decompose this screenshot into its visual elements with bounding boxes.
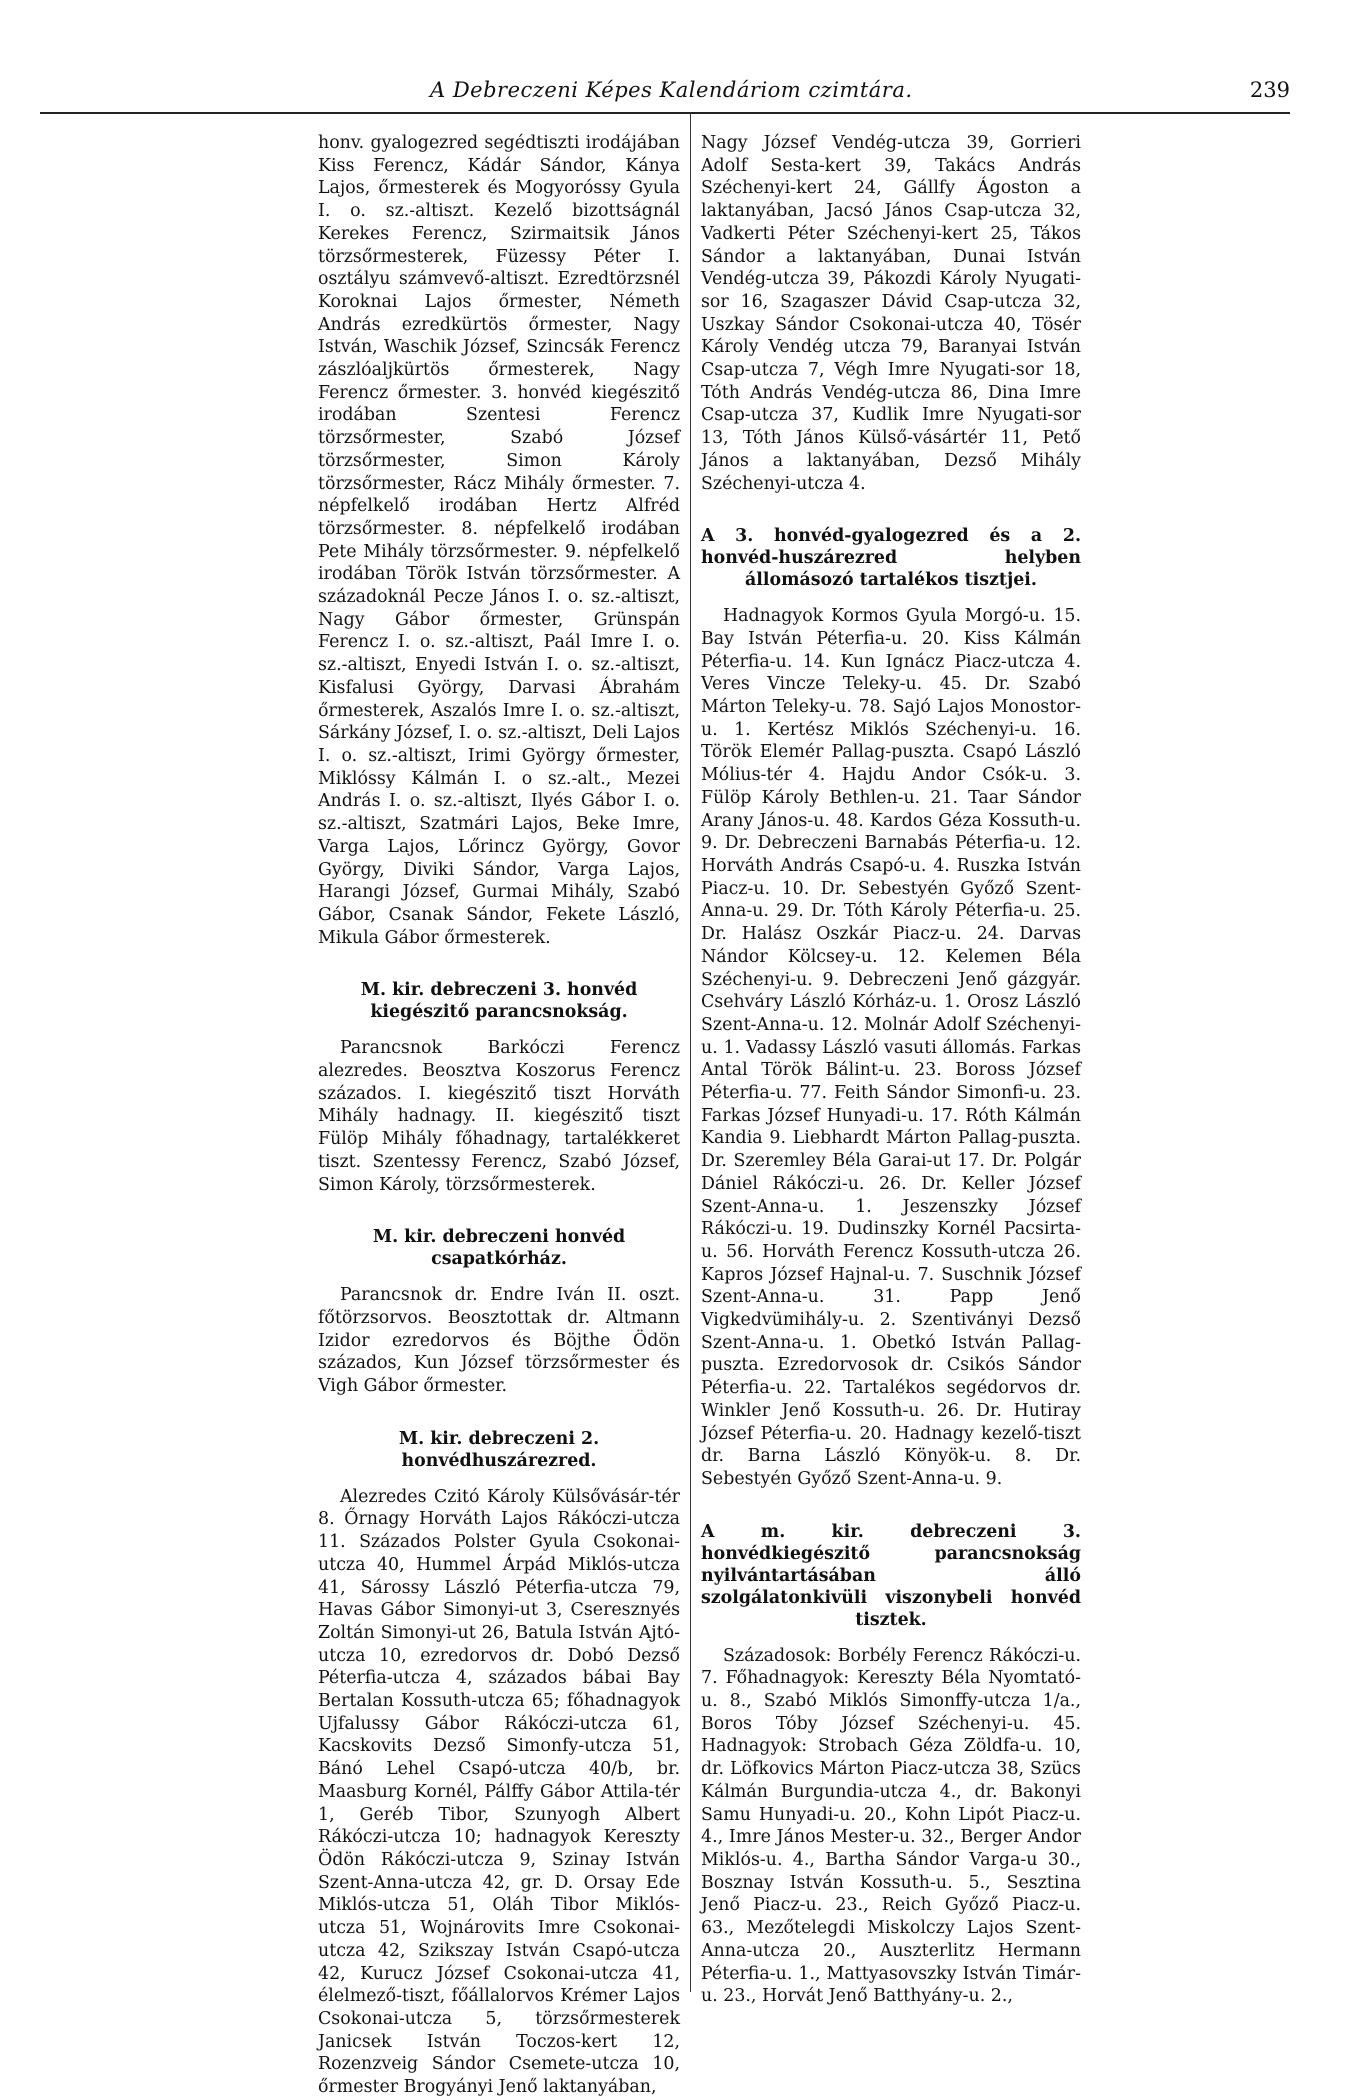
section-heading-csapatkorhaz: M. kir. debreczeni honvéd csapatkórház. [372,1227,626,1270]
paragraph-szolgalatonkivuli: Századosok: Borbély Ferencz Rákóczi-u. 7. Főhadnagyok: Kereszty Béla Nyomtató-u. 8., Szabó Miklós Simonffy-utcza 1/a., Boros Tóby József Széchenyi-u. 45. Hadnagyok: Strobach Géza Zöldfa-u. 10, dr. Löfkovics Márton Piacz-utcza 38, Szücs Kálmán Burgundia-utcza 4., dr. Bakonyi Samu Hunyadi-u. 20., Kohn Lipót Piacz-u. 4., Imre János Mester-u. 32., Berger Andor Miklós-u. 4., Bartha Sándor Varga-u 30., Bosznay István Kossuth-u. 5., Sesztina Jenő Piacz-u. 23., Reich Győző Piacz-u. 63., Mezőtelegdi Miskolczy Lajos Szent-Anna-utcza 20., Auszterlitz Hermann Péterfia-u. 1., Mattyasovszky István Timár-u. 23., Horvát Jenő Batthyány-u. 2., [701,1645,1081,2007]
section-heading-kiegeszito-parancsnoksag: M. kir. debreczeni 3. honvéd kiegészitő parancsnokság. [360,980,638,1023]
section-heading-tartalekos-tisztek: A 3. honvéd-gyalogezred és a 2. honvéd-huszárezred helyben állomásozó tartalékos tisztjei. [701,526,1081,591]
column-divider [690,112,691,1992]
section-heading-szolgalatonkivuli: A m. kir. debreczeni 3. honvédkiegészitő parancsnokság nyilvántartásában álló szolgálatonkivüli viszonybeli honvéd tisztek. [701,1521,1081,1630]
paragraph-csapatkorhaz: Parancsnok dr. Endre Iván II. oszt. főtörzsorvos. Beosztottak dr. Altmann Izidor ezredorvos és Böjthe Ödön százados, Kun József törzsőrmester és Vigh Gábor őrmester. [318,1285,680,1397]
paragraph-tartalekos-tisztek: Hadnagyok Kormos Gyula Morgó-u. 15. Bay István Péterfia-u. 20. Kiss Kálmán Péterfia-u. 14. Kun Ignácz Piacz-utcza 4. Veres Vincze Teleky-u. 45. Dr. Szabó Márton Teleky-u. 78. Sajó Lajos Monostor-u. 1. Kertész Miklós Széchenyi-u. 16. Török Elemér Pallag-puszta. Csapó László Mólius-tér 4. Hajdu Andor Csók-u. 3. Fülöp Károly Bethlen-u. 21. Taar Sándor Arany János-u. 48. Kardos Géza Kossuth-u. 9. Dr. Debreczeni Barnabás Péterfia-u. 12. Horváth András Csapó-u. 4. Ruszka István Piacz-u. 10. Dr. Sebestyén Győző Szent-Anna-u. 29. Dr. Tóth Károly Péterfia-u. 25. Dr. Halász Oszkár Piacz-u. 24. Darvas Nándor Kölcsey-u. 12. Kelemen Béla Széchenyi-u. 9. Debreczeni Jenő gázgyár. Csehváry László Kórház-u. 1. Orosz László Szent-Anna-u. 12. Molnár Adolf Széchenyi-u. 1. Vadassy László vasuti állomás. Farkas Antal Török Bálint-u. 23. Boross József Péterfia-u. 77. Feith Sándor Simonfi-u. 23. Farkas József Hunyadi-u. 17. Róth Kálmán Kandia 9. Liebhardt Márton Pallag-puszta. Dr. Szeremley Béla Garai-ut 17. Dr. Polgár Dániel Rákóczi-u. 26. Dr. Keller József Szent-Anna-u. 1. Jeszenszky József Rákóczi-u. 19. Dudinszky Kornél Pacsirta-u. 56. Horváth Ferencz Kossuth-utcza 26. Kapros József Hajnal-u. 7. Suschnik József Szent-Anna-u. 31. Papp Jenő Vigkedvümihály-u. 2. Szentiványi Dezső Szent-Anna-u. 1. Obetkó István Pallag-puszta. Ezredorvosok dr. Csikós Sándor Péterfia-u. 22. Tartalékos segédorvos dr. Winkler Jenő Kossuth-u. 26. Dr. Hutiray József Péterfia-u. 20. Hadnagy kezelő-tiszt dr. Barna László Könyök-u. 8. Dr. Sebestyén Győző Szent-Anna-u. 9. [701,606,1081,1489]
page-header [40,70,1290,110]
paragraph-huszarezred: Alezredes Czitó Károly Külsővásár-tér 8. Őrnagy Horváth Lajos Rákóczi-utcza 11. Százados Polster Gyula Csokonai-utcza 40, Hummel Árpád Miklós-utcza 41, Sárossy László Péterfia-utcza 79, Havas Gábor Simonyi-ut 3, Cseresznyés Zoltán Simonyi-ut 26, Batula István Ajtó-utcza 10, ezredorvos dr. Dobó Dezső Péterfia-utcza 4, százados bábai Bay Bertalan Kossuth-utcza 65; főhadnagyok Ujfalussy Gábor Rákóczi-utcza 61, Kacskovits Dezső Simonfy-utcza 51, Bánó Lehel Csapó-utcza 40/b, br. Maasburg Kornél, Pálffy Gábor Attila-tér 1, Geréb Tibor, Szunyogh Albert Rákóczi-utcza 10; hadnagyok Kereszty Ödön Rákóczi-utcza 9, Szinay István Szent-Anna-utcza 42, gr. D. Orsay Ede Miklós-utcza 51, Oláh Tibor Miklós-utcza 51, Wojnárovits Imre Csokonai-utcza 42, Szikszay István Csapó-utcza 42, Kurucz József Csokonai-utcza 41, élelmező-tiszt, főállalorvos Krémer Lajos Csokonai-utcza 5, törzsőrmesterek Janicsek István Toczos-kert 12, Rozenzveig Sándor Csemete-utcza 10, őrmester Brogyányi Jenő laktanyában, [318,1486,680,2098]
page-number: 239 [1249,78,1290,102]
left-column [318,132,680,2099]
paragraph-staff-list: honv. gyalogezred segédtiszti irodájában Kiss Ferencz, Kádár Sándor, Kánya Lajos, őrmesterek és Mogyoróssy Gyula I. o. sz.-altiszt. Kezelő bizottságnál Kerekes Ferencz, Szirmaitsik János törzsőrmesterek, Füzessy Péter I. osztályu számvevő-altiszt. Ezredtörzsnél Koroknai Lajos őrmester, Németh András ezredkürtös őrmester, Nagy István, Waschik József, Szincsák Ferencz zászlóaljkürtös őrmesterek, Nagy Ferencz őrmester. 3. honvéd kiegészitő irodában Szentesi Ferencz törzsőrmester, Szabó József törzsőrmester, Simon Károly törzsőrmester, Rácz Mihály őrmester. 7. népfelkelő irodában Hertz Alfréd törzsőrmester. 8. népfelkelő irodában Pete Mihály törzsőrmester. 9. népfelkelő irodában Török István törzsőrmester. A századoknál Pecze János I. o. sz.-altiszt, Nagy Gábor őrmester, Grünspán Ferencz I. o. sz.-altiszt, Paál Imre I. o. sz.-altiszt, Enyedi István I. o. sz.-altiszt, Kisfalusi György, Darvasi Ábrahám őrmesterek, Aszalós Imre I. o. sz.-altiszt, Sárkány József, I. o. sz.-altiszt, Deli Lajos I. o. sz.-altiszt, Irimi György őrmester, Miklóssy Kálmán I. o sz.-alt., Mezei András I. o. sz.-altiszt, Ilyés Gábor I. o. sz.-altiszt, Szatmári Lajos, Beke Imre, Varga Lajos, Lőrincz György, Govor György, Diviki Sándor, Varga Lajos, Harangi József, Gurmai Mihály, Szabó Gábor, Csanak Sándor, Fekete László, Mikula Gábor őrmesterek. [318,133,680,948]
section-heading-huszarezred: M. kir. debreczeni 2. honvédhuszárezred. [398,1428,600,1471]
header-rule [40,112,1290,114]
paragraph-kiegeszito: Parancsnok Barkóczi Ferencz alezredes. Beosztva Koszorus Ferencz százados. I. kiegészitő tiszt Horváth Mihály hadnagy. II. kiegészitő tiszt Fülöp Mihály főhadnagy, tartalékkeret tiszt. Szentessy Ferencz, Szabó József, Simon Károly, törzsőrmesterek. [318,1038,680,1195]
paragraph-huszarezred-continued: Nagy József Vendég-utcza 39, Gorrieri Adolf Sesta-kert 39, Takács András Széchenyi-kert 24, Gállfy Ágoston a laktanyában, Jacsó János Csap-utcza 32, Vadkerti Péter Széchenyi-kert 25, Tákos Sándor a laktanyában, Dunai István Vendég-utcza 39, Pákozdi Károly Nyugati-sor 16, Szagaszer Dávid Csap-utcza 32, Uszkay Sándor Csokonai-utcza 40, Tösér Károly Vendég utcza 79, Baranyai István Csap-utcza 7, Végh Imre Nyugati-sor 18, Tóth András Vendég-utcza 86, Dina Imre Csap-utcza 37, Kudlik Imre Nyugati-sor 13, Tóth János Külső-vásártér 11, Pető János a laktanyában, Dezső Mihály Széchenyi-utcza 4. [701,133,1081,494]
right-column [701,132,1081,2008]
running-title: A Debreczeni Képes Kalendáriom czimtára. [430,78,913,102]
